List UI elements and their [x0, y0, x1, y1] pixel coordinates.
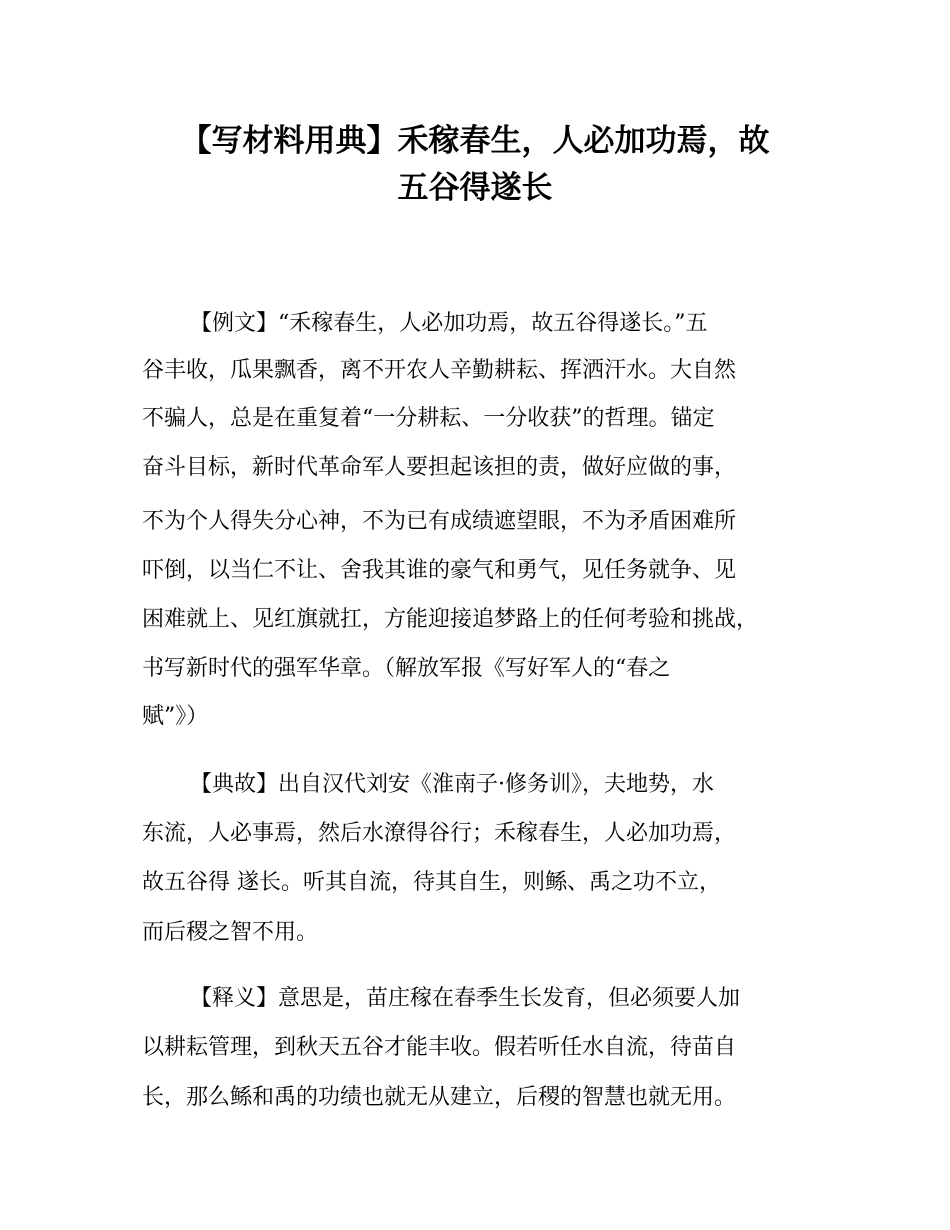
document-title-line-1: 【写材料用典】禾稼春生，人必加功焉，故: [180, 123, 770, 159]
example-paragraph-line: 书写新时代的强军华章。（解放军报《写好军人的“春之: [142, 656, 671, 681]
meaning-paragraph-line: 以耕耘管理，到秋天五谷才能丰收。假若听任水自流，待苗自: [142, 1035, 737, 1060]
example-paragraph-line: 【例文】“禾稼春生，人必加功焉，故五谷得遂长。”五: [190, 311, 708, 336]
allusion-paragraph-line: 而后稷之智不用。: [142, 920, 319, 945]
example-paragraph-line: 奋斗目标，新时代革命军人要担起该担的责，做好应做的事，: [142, 455, 737, 480]
example-paragraph-line: 谷丰收，瓜果飘香，离不开农人辛勤耕耘、挥洒汗水。大自然: [142, 358, 737, 383]
example-paragraph-line: 吓倒，以当仁不让、舍我其谁的豪气和勇气，见任务就争、见: [142, 558, 737, 583]
example-paragraph-line: 不骗人，总是在重复着“一分耕耘、一分收获”的哲理。锚定: [142, 406, 715, 431]
allusion-paragraph-line: 故五谷得 遂长。听其自流，待其自生，则鲧、禹之功不立，: [142, 870, 721, 895]
example-paragraph-line: 赋”》）: [142, 704, 209, 729]
document-title-line-2: 五谷得遂长: [397, 170, 553, 206]
example-paragraph-line: 困难就上、见红旗就扛，方能迎接追梦路上的任何考验和挑战，: [142, 607, 759, 632]
allusion-paragraph-line: 东流，人必事焉，然后水潦得谷行；禾稼春生，人必加功焉，: [142, 821, 737, 846]
allusion-paragraph-line: 【典故】出自汉代刘安《淮南子·修务训》，夫地势，水: [190, 772, 714, 797]
example-paragraph-line: 不为个人得失分心神，不为已有成绩遮望眼，不为矛盾困难所: [142, 509, 737, 534]
meaning-paragraph-line: 长，那么鲧和禹的功绩也就无从建立，后稷的智慧也就无用。: [142, 1085, 737, 1110]
meaning-paragraph-line: 【释义】意思是，苗庄稼在春季生长发育，但必须要人加: [190, 986, 741, 1011]
